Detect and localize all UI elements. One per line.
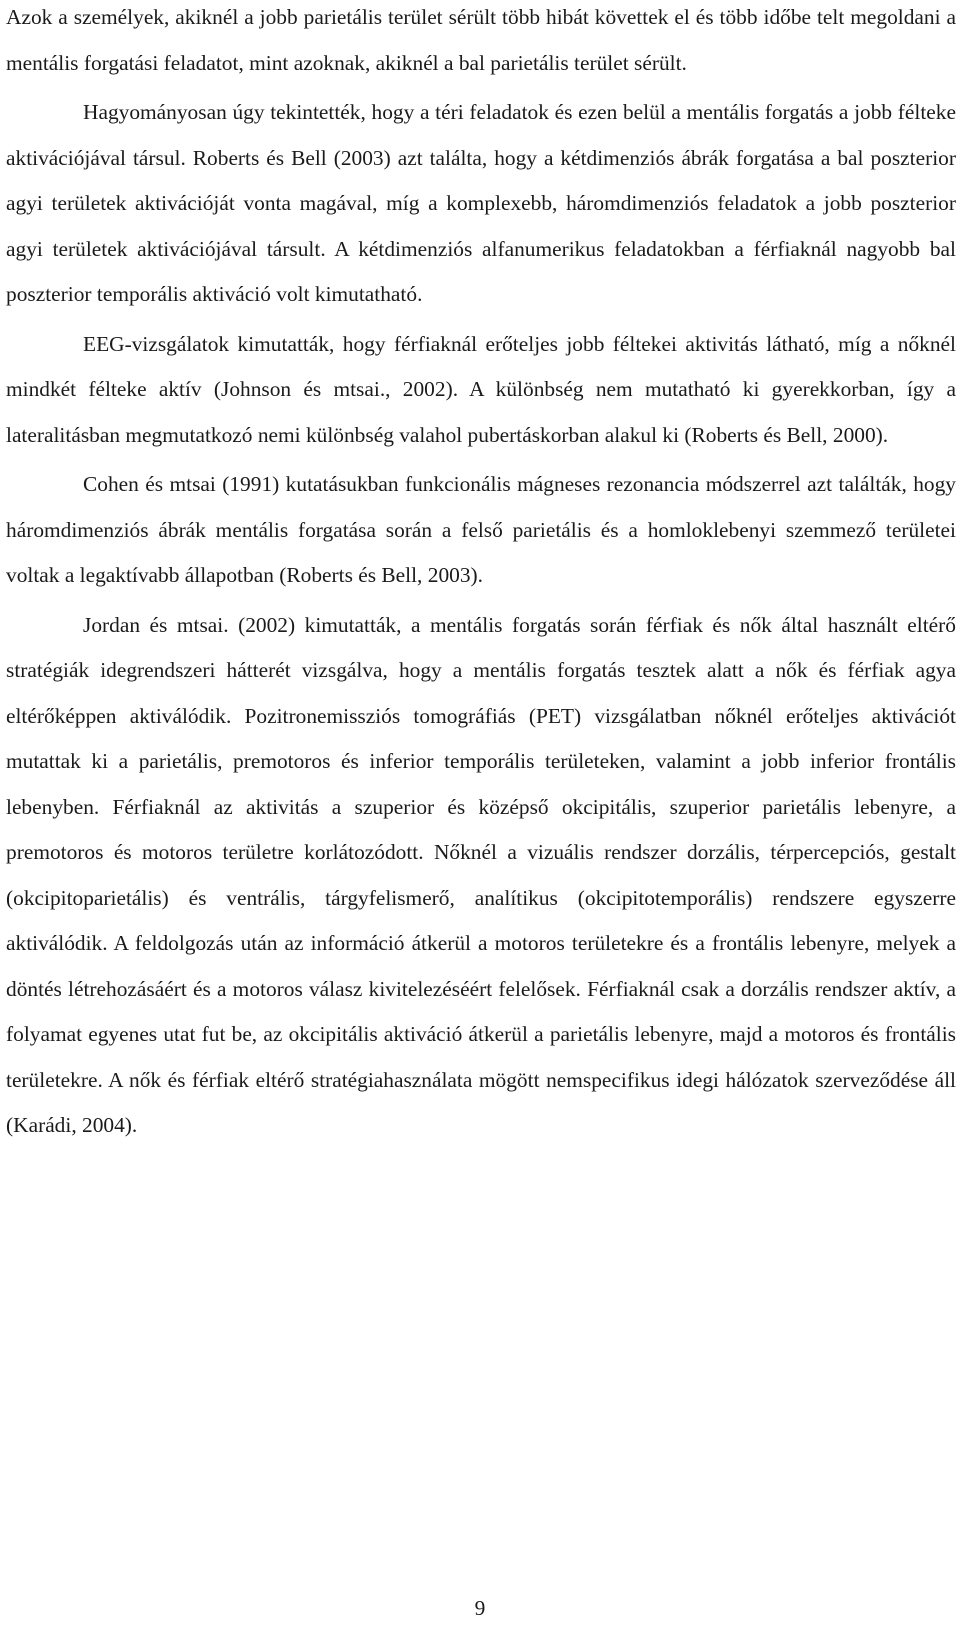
paragraph-2: Hagyományosan úgy tekintették, hogy a téri feladatok és ezen belül a mentális forgatás a jobb félteke aktivációjával társul. Roberts és Bell (2003) azt találta, hogy a kétdimenziós ábrák forgatása a bal poszterior agyi területek aktivációját vonta magával, míg a komplexebb, háromdimenziós feladatok a jobb poszterior agyi területek aktivációjával társult. A kétdimenziós alfanumerikus feladatokban a férfiaknál nagyobb bal poszterior temporális aktiváció volt kimutatható. bbox=[6, 100, 956, 306]
paragraph-4: Cohen és mtsai (1991) kutatásukban funkcionális mágneses rezonancia módszerrel azt találták, hogy háromdimenziós ábrák mentális forgatása során a felső parietális és a homloklebenyi szemmező területei voltak a legaktívabb állapotban (Roberts és Bell, 2003). bbox=[6, 472, 956, 587]
page-number: 9 bbox=[474, 1596, 486, 1620]
paragraph-5: Jordan és mtsai. (2002) kimutatták, a mentális forgatás során férfiak és nők által használt eltérő stratégiák idegrendszeri hátterét vizsgálva, hogy a mentális forgatás tesztek alatt a nők és férfiak agya eltérőképpen aktiválódik. Pozitronemissziós tomográfiás (PET) vizsgálatban nőknél erőteljes aktivációt mutattak ki a parietális, premotoros és inferior temporális területeken, valamint a jobb inferior frontális lebenyben. Férfiaknál az aktivitás a szuperior és középső okcipitális, szuperior parietális lebenyre, a premotoros és motoros területre korlátozódott. Nőknél a vizuális rendszer dorzális, térpercepciós, gestalt (okcipitoparietális) és ventrális, tárgyfelismerő, analítikus (okcipitotemporális) rendszere egyszerre aktiválódik. A feldolgozás után az információ átkerül a motoros területekre és a frontális lebenyre, melyek a döntés létrehozásáért és a motoros válasz kivitelezéséért felelősek. Férfiaknál csak a dorzális rendszer aktív, a folyamat egyenes utat fut be, az okcipitális aktiváció átkerül a parietális lebenyre, majd a motoros és frontális területekre. A nők és férfiak eltérő stratégiahasználata mögött nemspecifikus idegi hálózatok szerveződése áll (Karádi, 2004). bbox=[6, 612, 956, 1137]
paragraph-1: Azok a személyek, akiknél a jobb parietális terület sérült több hibát követtek el és több időbe telt megoldani a mentális forgatási feladatot, mint azoknak, akiknél a bal parietális terület sérült. bbox=[6, 5, 956, 75]
document-page bbox=[6, 0, 956, 1149]
paragraph-3: EEG-vizsgálatok kimutatták, hogy férfiaknál erőteljes jobb féltekei aktivitás látható, míg a nőknél mindkét félteke aktív (Johnson és mtsai., 2002). A különbség nem mutatható ki gyerekkorban, így a lateralitásban megmutatkozó nemi különbség valahol pubertáskorban alakul ki (Roberts és Bell, 2000). bbox=[6, 331, 956, 447]
